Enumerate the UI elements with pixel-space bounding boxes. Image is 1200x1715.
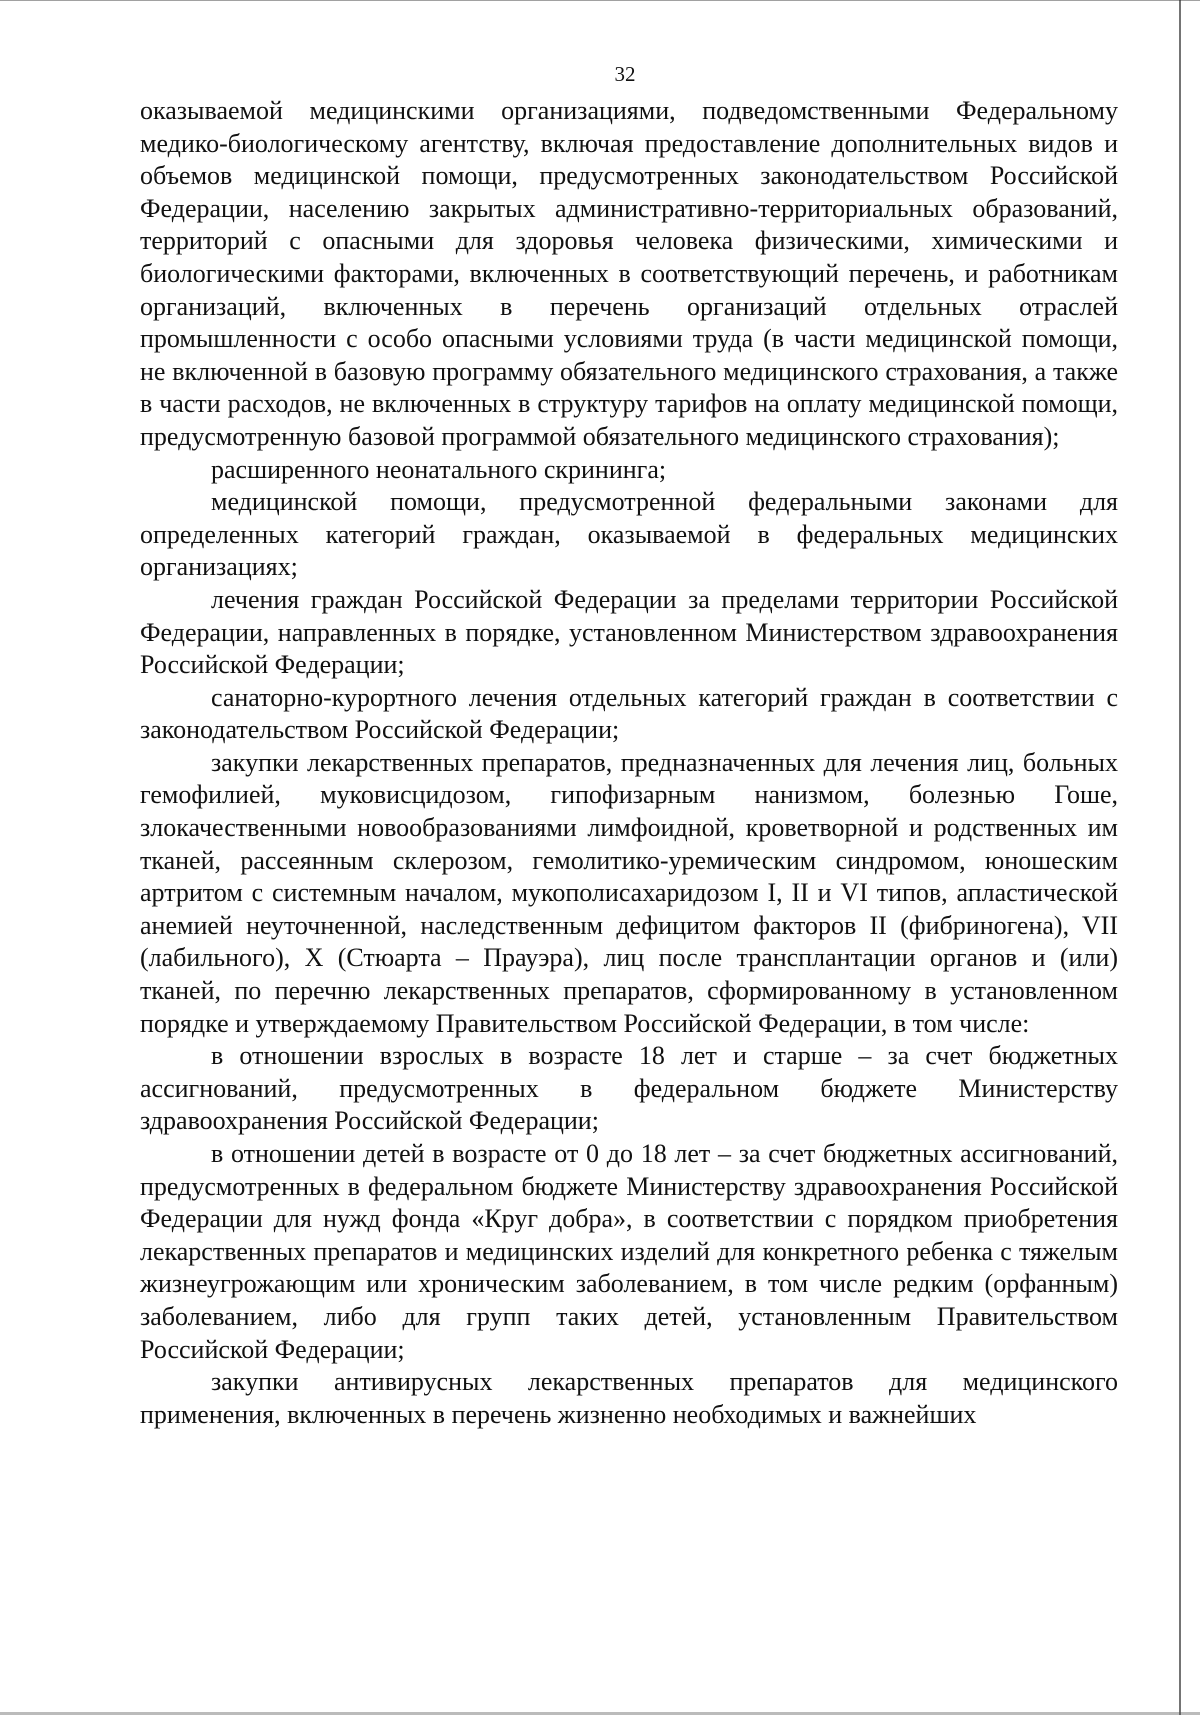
- paragraph-federal-laws-care: медицинской помощи, предусмотренной федеральными законами для определенных категорий граждан, оказываемой в федеральных медицинских организациях;: [140, 487, 1118, 582]
- paragraph-neonatal-screening: расширенного неонатального скрининга;: [211, 454, 667, 484]
- paragraph-continuation: оказываемой медицинскими организациями, подведомственными Федеральному медико-биологическому агентству, включая предоставление дополнительных видов и объемов медицинской помощи, предусмотренных законодательством Российской Федерации, населению закрытых административно-территориальных образований, территорий с опасными для здоровья человека физическими, химическими и биологическими факторами, включенных в соответствующий перечень, и работникам организаций, включенных в перечень организаций отдельных отраслей промышленности с особо опасными условиями труда (в части медицинской помощи, не включенной в базовую программу обязательного медицинского страхования, а также в части расходов, не включенных в структуру тарифов на оплату медицинской помощи, предусмотренную базовой программой обязательного медицинского страхования);: [140, 96, 1118, 451]
- paragraph-sanatorium-treatment: санаторно-курортного лечения отдельных категорий граждан в соответствии с законодательством Российской Федерации;: [140, 682, 1118, 745]
- paragraph-drug-procurement: закупки лекарственных препаратов, предназначенных для лечения лиц, больных гемофилией, муковисцидозом, гипофизарным нанизмом, болезнью Гоше, злокачественными новообразованиями лимфоидной, кроветворной и родственных им тканей, рассеянным склерозом, гемолитико-уремическим синдромом, юношеским артритом с системным началом, мукополисахаридозом I, II и VI типов, апластической анемией неуточненной, наследственным дефицитом факторов II (фибриногена), VII (лабильного), X (Стюарта – Прауэра), лиц после трансплантации органов и (или) тканей, по перечню лекарственных препаратов, сформированному в установленном порядке и утверждаемому Правительством Российской Федерации, в том числе:: [140, 747, 1118, 1038]
- page-right-edge: [1179, 0, 1181, 1715]
- paragraph-adults: в отношении взрослых в возрасте 18 лет и старше – за счет бюджетных ассигнований, предусмотренных в федеральном бюджете Министерству здравоохранения Российской Федерации;: [140, 1041, 1118, 1136]
- paragraph-treatment-abroad: лечения граждан Российской Федерации за пределами территории Российской Федерации, направленных в порядке, установленном Министерством здравоохранения Российской Федерации;: [140, 584, 1118, 680]
- paragraph-children: в отношении детей в возрасте от 0 до 18 лет – за счет бюджетных ассигнований, предусмотренных в федеральном бюджете Министерству здравоохранения Российской Федерации для нужд фонда «Круг добра», в соответствии с порядком приобретения лекарственных препаратов и медицинских изделий для конкретного ребенка с тяжелым жизнеугрожающим или хроническим заболеванием, в том числе редким (орфанным) заболеванием, либо для групп таких детей, установленным Правительством Российской Федерации;: [140, 1139, 1118, 1364]
- paragraph-antiviral-procurement: закупки антивирусных лекарственных препаратов для медицинского применения, включенных в перечень жизненно необходимых и важнейших: [140, 1367, 1118, 1429]
- page-number: 32: [614, 62, 636, 86]
- page-top-edge: [0, 0, 1200, 1]
- document-body: [140, 95, 1118, 1431]
